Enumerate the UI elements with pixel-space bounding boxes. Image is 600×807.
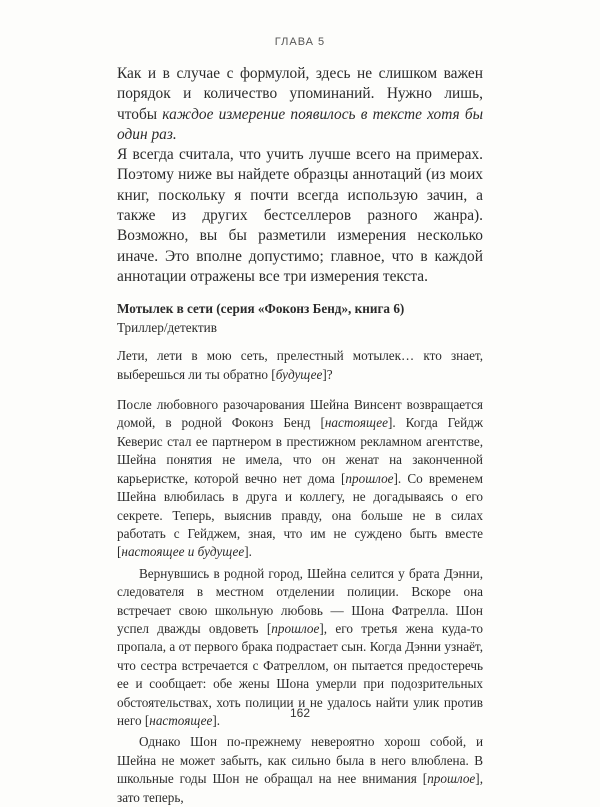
text-run: Однако Шон по-прежнему невероятно хорош собой, и Шейна не может забыть, как сильно была в него влюблена. В школьные годы Шон не обращал на нее внимания [	[117, 734, 483, 787]
emphasis: прошлое	[427, 771, 476, 787]
annotation-paragraph-1	[117, 396, 483, 562]
intro-paragraph-2: Я всегда считала, что учить лучше всего на примерах. Поэтому ниже вы найдете образцы аннотаций (из моих книг, поскольку я почти всегда использую зачин, а также из других бестселлеров разного жанра). Возможно, вы бы разметили измерения несколько иначе. Это вполне допустимо; главное, что в каждой аннотации отражены все три измерения текста.	[117, 146, 483, 285]
emphasis: будущее	[275, 366, 323, 382]
book-genre: Триллер/детектив	[117, 320, 217, 336]
text-run: Вернувшись в родной город, Шейна селится у брата Дэнни, следователя в местном отделении полиции. Вскоре она встречает свою школьную любовь — Шона Фатрелла. Шон успел дважды овдоветь [	[117, 565, 483, 636]
text-run: ], его третья жена куда-то пропала, а от первого брака подрастает сын. Когда Дэнни узнаёт, что сестра встречается с Фатреллом, он пытается предостеречь ее и сообщает: обе жены Шона умерли при подозрительных обстоятельствах, хоть полиции и не удалось найти улик против него [	[117, 620, 483, 728]
annotation-text	[117, 347, 483, 807]
running-header: ГЛАВА 5	[274, 36, 326, 48]
book-title: Мотылек в сети (серия «Фоконз Бенд», книга 6)	[117, 301, 405, 317]
intro-paragraph-1	[117, 64, 483, 145]
text-run: ], зато теперь,	[117, 771, 483, 805]
page-number: 162	[289, 706, 311, 720]
emphasis: настоящее	[324, 415, 388, 431]
text-run: ]?	[322, 366, 333, 382]
intro-section	[117, 64, 483, 287]
annotation-tagline	[117, 347, 483, 384]
text-run: После любовного разочарования Шейна Винсент возвращается домой, в родной Фоконз Бенд [	[117, 397, 483, 431]
text-run: ].	[244, 544, 252, 560]
page-body	[117, 64, 483, 807]
emphasis: настоящее	[149, 712, 213, 728]
text-run: ].	[212, 712, 221, 728]
emphasis: прошлое	[345, 470, 394, 486]
text-run: Как и в случае с формулой, здесь не слишком важен порядок и количество упоминаний. Нужно лишь, чтобы	[117, 65, 483, 123]
text-run: ]. Со временем Шейна влюбилась в друга и коллегу, не догадываясь о его секрете. Теперь, выяснив правду, она больше не в силах работать с Гейджем, зная, что им не суждено быть вместе [	[117, 470, 483, 560]
emphasis: каждое измерение появилось в тексте хотя бы один раз.	[117, 105, 483, 143]
text-run: Лети, лети в мою сеть, прелестный мотылек… кто знает, выберешься ли ты обратно [	[117, 348, 483, 382]
emphasis: настоящее и будущее	[121, 544, 245, 560]
emphasis: прошлое	[271, 620, 320, 636]
text-run: ]. Когда Гейдж Кеверис стал ее партнером в престижном рекламном агентстве, Шейна понятия не имела, что он женат на законченной карьеристке, которой вечно нет дома [	[117, 415, 483, 486]
annotation-paragraph-3	[117, 733, 483, 807]
